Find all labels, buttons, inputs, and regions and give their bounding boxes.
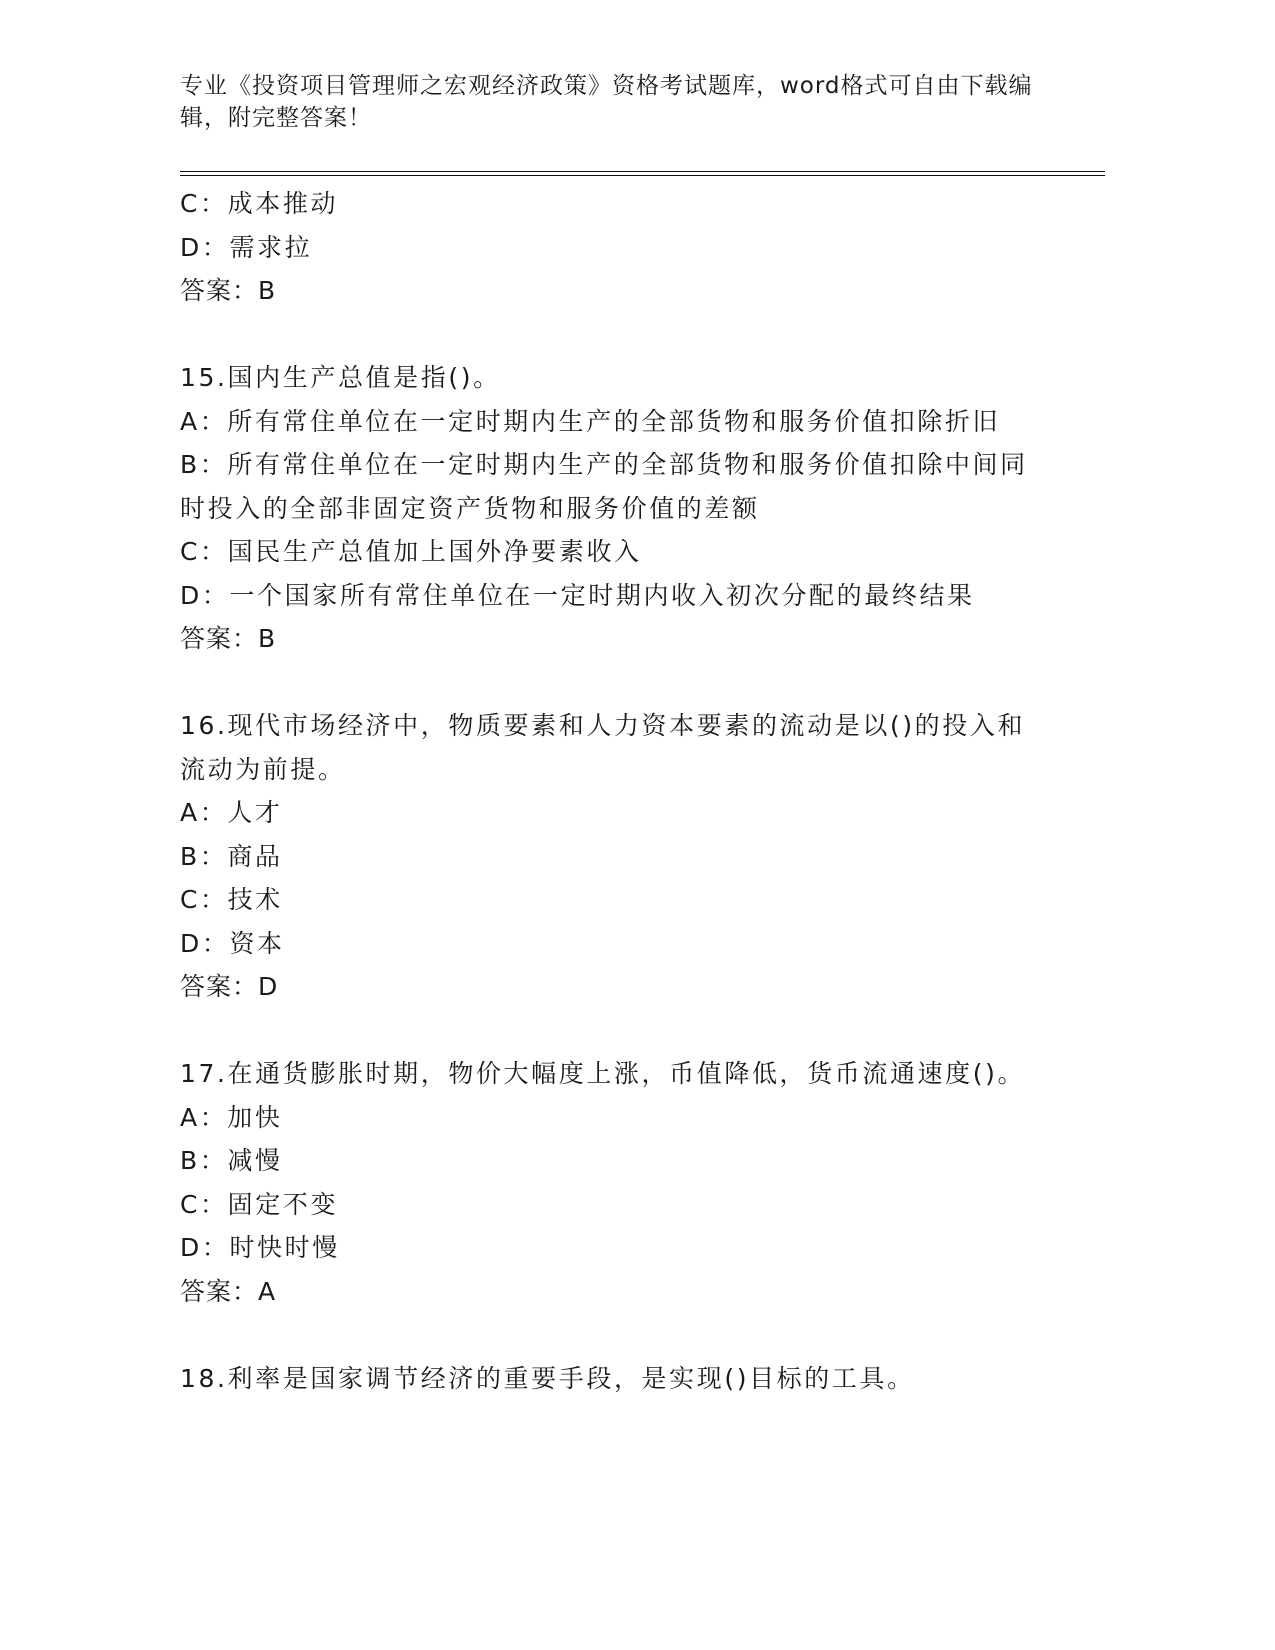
question-14-continued (180, 182, 1040, 313)
option-c: C：成本推动 (180, 189, 339, 218)
question-17 (180, 1052, 1040, 1313)
spacer (180, 1009, 1040, 1053)
header-divider-bottom (180, 175, 1105, 176)
question-stem: 18.利率是国家调节经济的重要手段，是实现()目标的工具。 (180, 1363, 915, 1393)
option-d: D：一个国家所有常住单位在一定时期内收入初次分配的最终结果 (180, 580, 975, 610)
option-b: B：商品 (180, 841, 283, 871)
spacer (180, 313, 1040, 357)
option-c: C：固定不变 (180, 1189, 339, 1219)
option-a: A：加快 (180, 1102, 283, 1132)
option-c: C：技术 (180, 885, 283, 914)
question-16 (180, 704, 1040, 1009)
option-d: D：资本 (180, 928, 285, 958)
header-divider-top (180, 171, 1105, 172)
header-line-2: 辑，附完整答案！ (180, 105, 372, 131)
option-b: B：所有常住单位在一定时期内生产的全部货物和服务价值扣除中间同 (180, 450, 1028, 479)
question-stem: 17.在通货膨胀时期，物价大幅度上涨，币值降低，货币流通速度()。 (180, 1059, 1026, 1088)
option-c: C：国民生产总值加上国外净要素收入 (180, 537, 642, 566)
option-d: D：时快时慢 (180, 1233, 340, 1262)
question-18 (180, 1357, 1040, 1401)
question-list (180, 182, 1040, 1400)
question-stem-continuation: 流动为前提。 (180, 754, 346, 784)
answer-line: 答案：B (180, 624, 277, 653)
option-a: A：所有常住单位在一定时期内生产的全部货物和服务价值扣除折旧 (180, 406, 1001, 436)
answer-line: 答案：D (180, 972, 279, 1001)
question-stem: 15.国内生产总值是指()。 (180, 363, 501, 392)
option-d: D：需求拉 (180, 232, 313, 262)
answer-line: 答案：A (180, 1276, 277, 1306)
option-b-continuation: 时投入的全部非固定资产货物和服务价值的差额 (180, 493, 760, 523)
answer-line: 答案：B (180, 276, 277, 305)
spacer (180, 1313, 1040, 1357)
header-line-1: 专业《投资项目管理师之宏观经济政策》资格考试题库，word格式可自由下载编 (180, 73, 1033, 99)
question-15 (180, 356, 1040, 661)
spacer (180, 661, 1040, 705)
question-stem: 16.现代市场经济中，物质要素和人力资本要素的流动是以()的投入和 (180, 711, 1026, 740)
document-header (180, 70, 1040, 134)
option-a: A：人才 (180, 798, 283, 827)
option-b: B：减慢 (180, 1146, 283, 1175)
